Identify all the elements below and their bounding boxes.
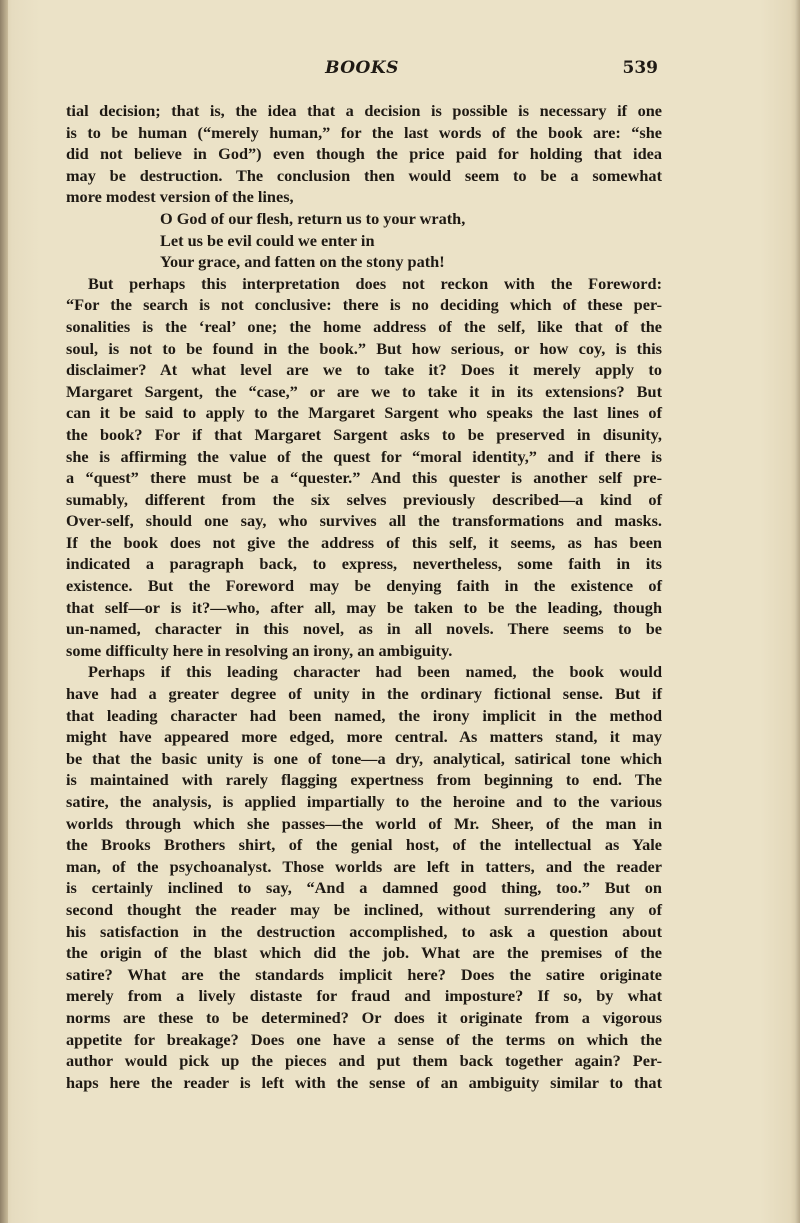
text-line: But perhaps this interpretation does not reckon with the Foreword: xyxy=(88,273,662,293)
body-text xyxy=(66,100,662,1093)
text-line: have had a greater degree of unity in the ordinary fictional sense. But if xyxy=(66,684,662,704)
text-line: indicated a paragraph back, to express, nevertheless, some faith in its xyxy=(66,554,662,574)
text-line: soul, is not to be found in the book.” But how serious, or how coy, is this xyxy=(66,338,662,358)
text-line: a “quest” there must be a “quester.” And this quester is another self pre- xyxy=(66,468,662,488)
text-line: can it be said to apply to the Margaret Sargent who speaks the last lines of xyxy=(66,403,662,423)
text-line: second thought the reader may be inclined, without surrendering any of xyxy=(66,899,662,919)
page-header xyxy=(66,58,658,82)
page-binding-edge xyxy=(0,0,8,1223)
text-line: the origin of the blast which did the job. What are the premises of the xyxy=(66,943,662,963)
text-line: sumably, different from the six selves previously described—a kind of xyxy=(66,489,662,509)
text-line: that leading character had been named, the irony implicit in the method xyxy=(66,705,662,725)
text-line: worlds through which she passes—the world of Mr. Sheer, of the man in xyxy=(66,813,662,833)
text-line: appetite for breakage? Does one have a sense of the terms on which the xyxy=(66,1029,662,1049)
text-line: is maintained with rarely flagging expertness from beginning to end. The xyxy=(66,770,662,790)
text-line: Margaret Sargent, the “case,” or are we to take it in its extensions? But xyxy=(66,381,662,401)
text-line: some difficulty here in resolving an irony, an ambiguity. xyxy=(66,640,453,660)
text-line: haps here the reader is left with the sense of an ambiguity similar to that xyxy=(66,1072,662,1092)
text-line: might have appeared more edged, more central. As matters stand, it may xyxy=(66,727,662,747)
text-line: be that the basic unity is one of tone—a dry, analytical, satirical tone which xyxy=(66,748,662,768)
text-line: the book? For if that Margaret Sargent asks to be preserved in disunity, xyxy=(66,424,662,444)
text-line: author would pick up the pieces and put them back together again? Per- xyxy=(66,1051,662,1071)
text-line: merely from a lively distaste for fraud and imposture? If so, by what xyxy=(66,986,662,1006)
running-head: BOOKS xyxy=(325,58,399,78)
text-line: man, of the psychoanalyst. Those worlds are left in tatters, and the reader xyxy=(66,856,662,876)
text-line: sonalities is the ‘real’ one; the home address of the self, like that of the xyxy=(66,316,662,336)
verse-quotation xyxy=(66,208,662,273)
text-line: did not believe in God”) even though the price paid for holding that idea xyxy=(66,144,662,164)
verse-line: Your grace, and fatten on the stony path! xyxy=(160,252,445,272)
text-line: norms are these to be determined? Or does it originate from a vigorous xyxy=(66,1007,662,1027)
text-line: “For the search is not conclusive: there is no deciding which of these per- xyxy=(66,295,662,315)
text-line: Perhaps if this leading character had been named, the book would xyxy=(88,662,662,682)
page-outer-edge xyxy=(795,0,800,1223)
text-line: Over-self, should one say, who survives all the transformations and masks. xyxy=(66,511,662,531)
text-line: If the book does not give the address of this self, it seems, as has been xyxy=(66,532,662,552)
text-line: tial decision; that is, the idea that a decision is possible is necessary if one xyxy=(66,101,662,120)
text-line: un-named, character in this novel, as in all novels. There seems to be xyxy=(66,619,662,639)
text-line: may be destruction. The conclusion then would seem to be a somewhat xyxy=(66,165,662,185)
page-number: 539 xyxy=(622,58,658,78)
text-line: the Brooks Brothers shirt, of the genial host, of the intellectual as Yale xyxy=(66,835,662,855)
verse-line: O God of our flesh, return us to your wrath, xyxy=(160,208,466,228)
text-line: she is affirming the value of the quest for “moral identity,” and if there is xyxy=(66,446,662,466)
text-line: that self—or is it?—who, after all, may be taken to be the leading, though xyxy=(66,597,662,617)
text-line: his satisfaction in the destruction accomplished, to ask a question about xyxy=(66,921,662,941)
text-line: is certainly inclined to say, “And a damned good thing, too.” But on xyxy=(66,878,662,898)
verse-line: Let us be evil could we enter in xyxy=(160,230,375,250)
text-line: is to be human (“merely human,” for the last words of the book are: “she xyxy=(66,122,662,142)
text-line: more modest version of the lines, xyxy=(66,187,294,207)
text-line: satire, the analysis, is applied impartially to the heroine and to the various xyxy=(66,792,662,811)
text-line: existence. But the Foreword may be denying faith in the existence of xyxy=(66,576,662,596)
text-line: satire? What are the standards implicit here? Does the satire originate xyxy=(66,964,662,984)
text-line: disclaimer? At what level are we to take it? Does it merely apply to xyxy=(66,360,662,380)
